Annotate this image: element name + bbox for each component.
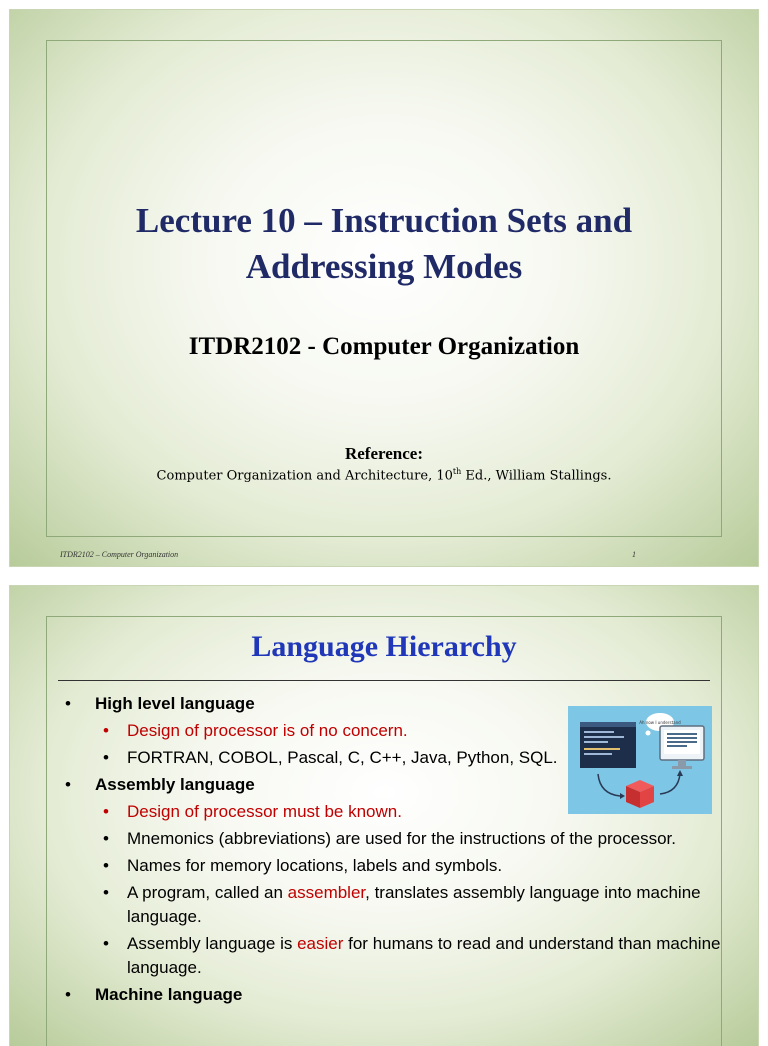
title-divider [58,680,710,681]
reference-text-part: Computer Organization and Architecture, 10 [156,468,453,484]
list-subitem: • FORTRAN, COBOL, Pascal, C, C++, Java, Python, SQL. [65,746,745,770]
reference-heading: Reference: [344,444,424,463]
slide-footer-course: ITDR2102 – Computer Organization [60,550,179,559]
text-part: , translates assembly language into machine language. [127,883,701,926]
slide-title: Language Hierarchy [251,630,517,663]
text-part: A program, called an [127,883,288,902]
list-subitem: • Mnemonics (abbreviations) are used for the instructions of the processor. [65,827,745,851]
list-subitem [65,932,745,980]
text-part: Assembly language is [127,934,298,953]
emphasis-assembler: assembler [287,883,366,902]
speech-bubble-text: Ah now I understand [639,720,681,725]
lecture-title-line-1: Lecture 10 – Instruction Sets and [135,201,633,240]
list-subitem: • Design of processor is of no concern. [65,719,745,743]
language-hierarchy-slide [10,586,758,1046]
slide-content [65,692,745,1010]
list-item-assembly: • Assembly language [65,773,745,797]
lecture-title [10,198,758,290]
list-item-machine: • Machine language [65,983,745,1007]
list-item-high-level: • High level language [65,692,745,716]
emphasis-easier: easier [297,934,344,953]
lecture-title-line-2: Addressing Modes [245,247,523,286]
reference-superscript: th [452,467,462,476]
reference-text [10,467,758,483]
title-slide [10,10,758,566]
text-part: for humans to read and understand than machine language. [127,934,721,977]
list-subitem [65,881,745,929]
list-subitem: • Names for memory locations, labels and symbols. [65,854,745,878]
slide-number: 1 [632,550,636,559]
list-subitem: • Design of processor must be known. [65,800,745,824]
reference-text-part: Ed., William Stallings. [461,468,612,484]
course-subtitle: ITDR2102 - Computer Organization [188,333,580,360]
